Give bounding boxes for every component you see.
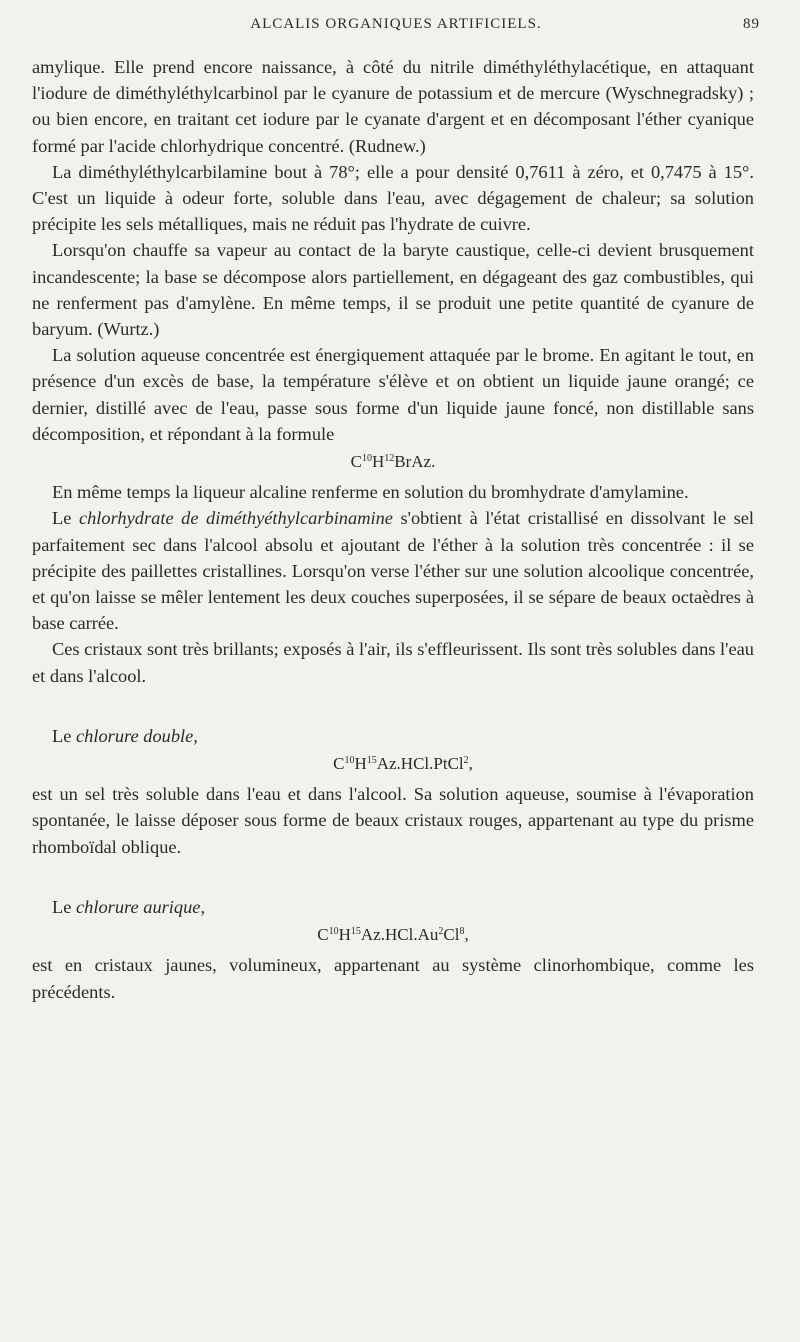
paragraph: est un sel très soluble dans l'eau et dans l'alcool. Sa solution aqueuse, soumise à l'évaporation spontanée, le laisse déposer sous forme de beaux cristaux rouges, appartenant au type du prisme rhomboïdal oblique.	[32, 784, 754, 857]
page-body	[32, 54, 754, 1005]
running-header	[32, 16, 760, 40]
running-title: ALCALIS ORGANIQUES ARTIFICIELS.	[250, 16, 542, 32]
page-number: 89	[743, 16, 760, 32]
paragraph: amylique. Elle prend encore naissance, à côté du nitrile diméthyléthylacétique, en attaquant l'iodure de diméthyléthylcarbinol par le cyanure de potassium et de mercure (Wyschnegradsky) ; ou bien encore, en traitant cet iodure par le cyanate d'argent et en décomposant l'éther cyanique formé par l'acide chlorhydrique concentré. (Rudnew.)	[32, 57, 754, 156]
paragraph: Ces cristaux sont très brillants; exposés à l'air, ils s'effleurissent. Ils sont très solubles dans l'eau et dans l'alcool.	[32, 639, 754, 686]
paragraph: La solution aqueuse concentrée est énergiquement attaquée par le brome. En agitant le tout, en présence d'un excès de base, la température s'élève et on obtient un liquide jaune orangé; ce dernier, distillé avec de l'eau, passe sous forme d'un liquide jaune foncé, non distillable sans décomposition, et répondant à la formule	[32, 345, 754, 444]
section-label: Le chlorure double,	[52, 725, 198, 746]
formula-chlorure-aurique: $C^{10}H^{15}Az.HCl.Au^2Cl^8$,	[317, 925, 469, 945]
paragraph: est en cristaux jaunes, volumineux, appartenant au système clinorhombique, comme les précédents.	[32, 955, 754, 1002]
italic-term: chlorhydrate de diméthyéthylcarbinamine	[78, 508, 393, 529]
formula-bromo: $C^{10}H^{12}BrAz$.	[350, 452, 436, 472]
formula-chlorure-double: $C^{10}H^{15}Az.HCl.PtCl^2$,	[333, 754, 473, 774]
paragraph: Le chlorhydrate de diméthyéthylcarbinamine s'obtient à l'état cristallisé en dissolvant le sel parfaitement sec dans l'alcool absolu et ajoutant de l'éther à la solution très concentrée : il se précipite des paillettes cristallines. Lorsqu'on verse l'éther sur une solution alcoolique concentrée, et qu'on laisse se mêler lentement les deux couches superposées, il se sépare de beaux octaèdres à base carrée.	[32, 508, 755, 634]
paragraph: Lorsqu'on chauffe sa vapeur au contact de la baryte caustique, celle-ci devient brusquement incandescente; la base se décompose alors partiellement, en dégageant des gaz combustibles, qui ne renferment pas d'amylène. En même temps, il se produit une petite quantité de cyanure de baryum. (Wurtz.)	[32, 240, 754, 340]
paragraph: En même temps la liqueur alcaline renferme en solution du bromhydrate d'amylamine.	[52, 482, 689, 503]
section-label: Le chlorure aurique,	[52, 896, 206, 917]
paragraph: La diméthyléthylcarbilamine bout à 78°; elle a pour densité 0,7611 à zéro, et 0,7475 à 15°. C'est un liquide à odeur forte, soluble dans l'eau, avec dégagement de chaleur; sa solution précipite les sels métalliques, mais ne réduit pas l'hydrate de cuivre.	[32, 161, 754, 235]
